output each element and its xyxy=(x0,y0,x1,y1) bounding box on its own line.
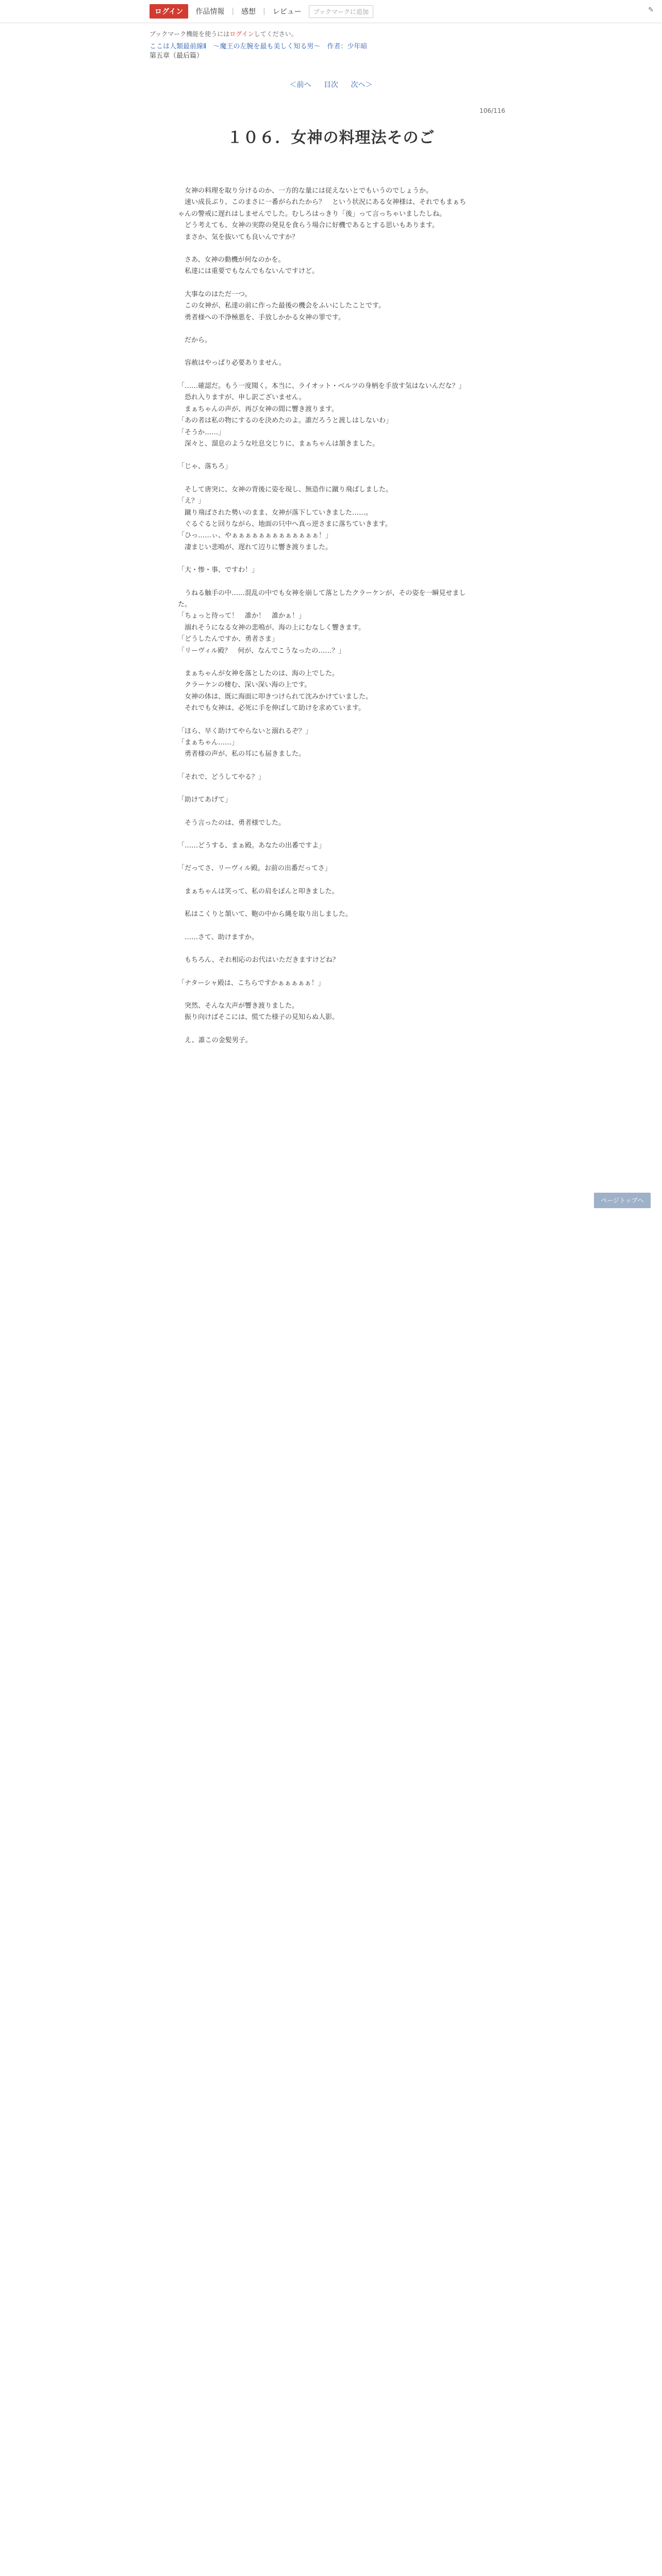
story-paragraph: 「ナターシャ殿は、こちらですかぁぁぁぁぁ！」 xyxy=(178,979,325,987)
paragraph-gap xyxy=(178,346,472,358)
story-paragraph: まぁちゃんは笑って、私の肩をぽんと叩きました。 xyxy=(178,887,339,895)
story-paragraph: 「ちょっと待って！ 誰か！ 誰かぁ！」 xyxy=(178,612,306,620)
story-paragraph: 勇者様の声が、私の耳にも届きました。 xyxy=(178,750,306,758)
story-paragraph: 速い成長ぶり、このまさに一番がられたから？ という状況にある女神様は、それでもまぁちゃんの警戒に遅れはしませんでした。むしろはっきり「後」って言っちゃいましたしね。 xyxy=(178,198,467,218)
story-paragraph: まぁちゃんの声が、再び女神の間に響き渡ります。 xyxy=(178,405,338,413)
story-paragraph: 蹴り飛ばされた勢いのまま、女神が落下していきました……。 xyxy=(178,509,373,517)
paragraph-gap xyxy=(178,806,472,818)
story-paragraph: え、誰この金髪男子。 xyxy=(178,1036,252,1044)
paragraph-gap xyxy=(178,967,472,978)
paragraph-gap xyxy=(178,473,472,484)
story-paragraph: 勇者様への不浄極悪を、手放しかかる女神の罪です。 xyxy=(178,313,345,321)
story-paragraph: 恐れ入りますが、申し訳ございません。 xyxy=(178,394,306,402)
paragraph-gap xyxy=(178,829,472,840)
story-paragraph: 溺れそうになる女神の悲鳴が、海の上にむなしく響きます。 xyxy=(178,623,365,632)
paragraph-gap xyxy=(178,921,472,932)
story-paragraph: 「大・惨・事、ですわ！」 xyxy=(178,566,259,574)
story-paragraph: だから。 xyxy=(178,336,212,345)
paragraph-gap xyxy=(178,577,472,588)
story-paragraph: 容赦はやっぱり必要ありません。 xyxy=(178,359,286,367)
paragraph-gap xyxy=(178,1024,472,1035)
paragraph-gap xyxy=(178,324,472,335)
story-paragraph: もちろん、それ相応のお代はいただきますけどね？ xyxy=(178,956,339,964)
chapter-title: １０６．女神の料理法そのご xyxy=(227,129,435,147)
top-navigation-bar xyxy=(0,0,662,23)
paragraph-gap xyxy=(178,897,472,909)
story-paragraph: 凄まじい悲鳴が、遅れて辺りに響き渡りました。 xyxy=(178,543,333,551)
story-paragraph: 「……どうする、まぁ殿。あなたの出番ですよ」 xyxy=(178,842,326,850)
nav-separator: | xyxy=(263,7,266,15)
story-paragraph: うねる触手の中……混乱の中でも女神を崩して落としたクラーケンが、その姿を一瞬見せました。 xyxy=(178,589,466,608)
page-top-button[interactable]: ページトップへ xyxy=(594,1193,651,1208)
story-paragraph: 私はこくりと頷いて、鞄の中から縄を取り出しました。 xyxy=(178,910,352,919)
story-paragraph: 「じゃ、落ちろ」 xyxy=(178,463,232,471)
paragraph-gap xyxy=(178,989,472,1001)
login-note-suffix: してください。 xyxy=(254,30,297,38)
paragraph-gap xyxy=(178,943,472,955)
breadcrumb xyxy=(150,42,662,61)
story-paragraph: そう言ったのは、勇者様でした。 xyxy=(178,819,286,827)
story-paragraph: 「ひっ……ぃ、やぁぁぁぁぁぁぁぁぁぁぁぁぁ！」 xyxy=(178,532,333,540)
top-navigation-inner xyxy=(150,0,662,23)
story-paragraph: 振り向けばそこには、慌てた様子の見知らぬ人影。 xyxy=(178,1013,339,1022)
story-paragraph: どう考えても、女神の実際の発見を食らう場合に好機であるとする思いもあります。 xyxy=(178,222,439,230)
story-paragraph: ぐるぐると回りながら、地面の只中へ真っ逆さまに落ちていきます。 xyxy=(178,520,392,528)
story-paragraph: 「だってさ、リーヴィル殿。お前の出番だってさ」 xyxy=(178,865,332,873)
next-link[interactable]: 次へ＞ xyxy=(351,81,373,89)
paragraph-gap xyxy=(178,852,472,863)
nav-work-info[interactable]: 作品情報 xyxy=(195,8,225,16)
story-paragraph: 「あの者は私の物にするのを決めたのよ。誰だろうと渡しはしないわ」 xyxy=(178,417,393,425)
story-paragraph: 「どうしたんですか、勇者さま」 xyxy=(178,635,279,643)
paragraph-gap xyxy=(178,783,472,794)
paragraph-gap xyxy=(178,450,472,461)
chapter-label: 第五章（最后篇） xyxy=(150,52,204,60)
prev-link[interactable]: ＜前へ xyxy=(289,81,311,89)
series-title-link[interactable]: ここは人類最前線Ⅱ ～魔王の左腕を最も美しく知る男～ 作者：少年暗 xyxy=(150,43,368,50)
story-paragraph: ……さて、助けますか。 xyxy=(178,933,258,941)
login-note-prefix: ブックマーク機能を使うには xyxy=(150,30,230,38)
login-note xyxy=(150,29,662,38)
paragraph-gap xyxy=(178,760,472,772)
story-paragraph: 「リーヴィル殿？ 何が、なんでこうなったの……？」 xyxy=(178,647,345,655)
nav-separator: | xyxy=(231,7,235,15)
pager-top xyxy=(0,79,662,90)
story-paragraph: クラーケンの棲む、深い深い海の上です。 xyxy=(178,681,311,689)
story-paragraph: 私達には重要でもなんでもないんですけど。 xyxy=(178,267,319,276)
story-paragraph: そして唐突に、女神の背後に姿を現し、無造作に蹴り飛ばしました。 xyxy=(178,485,393,494)
story-paragraph: 女神の体は、既に海面に叩きつけられて沈みかけていました。 xyxy=(178,692,373,701)
story-paragraph: 「……確認だ。もう一度聞く。本当に、ライオット・ベルツの身柄を手放す気はないんだな？」 xyxy=(178,382,466,390)
story-paragraph: さあ、女神の動機が何なのかを。 xyxy=(178,256,285,264)
login-link[interactable]: ログイン xyxy=(229,30,254,38)
paragraph-gap xyxy=(178,278,472,289)
paragraph-gap xyxy=(178,657,472,668)
bookmark-button[interactable]: ブックマークに追加 xyxy=(309,5,373,18)
toc-link[interactable]: 目次 xyxy=(324,81,338,89)
paragraph-gap xyxy=(178,243,472,255)
story-paragraph: 「ほら、早く助けてやらないと溺れるぞ？」 xyxy=(178,727,312,735)
story-paragraph: 「それで、どうしてやる？」 xyxy=(178,773,265,781)
story-paragraph: 大事なのはただ一つ。 xyxy=(178,290,252,298)
edit-icon[interactable]: ✎ xyxy=(648,6,654,14)
story-paragraph: まさか、気を抜いても良いんですか？ xyxy=(178,233,299,241)
story-paragraph: 「まぁちゃん……」 xyxy=(178,739,239,747)
story-paragraph: まぁちゃんが女神を落としたのは、海の上でした。 xyxy=(178,670,339,677)
paragraph-gap xyxy=(178,715,472,726)
story-paragraph: それでも女神は、必死に手を伸ばして助けを求めています。 xyxy=(178,704,365,713)
story-paragraph: 「そうか……」 xyxy=(178,428,225,436)
episode-number: 106/116 xyxy=(479,107,505,114)
story-paragraph: 「え？」 xyxy=(178,497,205,505)
nav-reviews[interactable]: レビュー xyxy=(272,8,302,16)
story-body xyxy=(178,185,472,1046)
nav-impressions[interactable]: 感想 xyxy=(241,8,256,16)
paragraph-gap xyxy=(178,553,472,565)
story-paragraph: この女神が、私達の前に作った最後の機会をふいにしたことです。 xyxy=(178,302,385,310)
story-paragraph: 突然、そんな大声が響き渡りました。 xyxy=(178,1002,299,1010)
story-paragraph: 深々と、溜息のような吐息交じりに、まぁちゃんは頷きました。 xyxy=(178,439,379,448)
story-paragraph: 「助けてあげて」 xyxy=(178,796,232,804)
story-paragraph: 女神の料理を取り分けるのか、一方的な量には従えないとでもいうのでしょうか。 xyxy=(178,187,433,195)
paragraph-gap xyxy=(178,369,472,381)
login-button[interactable]: ログイン xyxy=(150,4,188,19)
paragraph-gap xyxy=(178,875,472,886)
